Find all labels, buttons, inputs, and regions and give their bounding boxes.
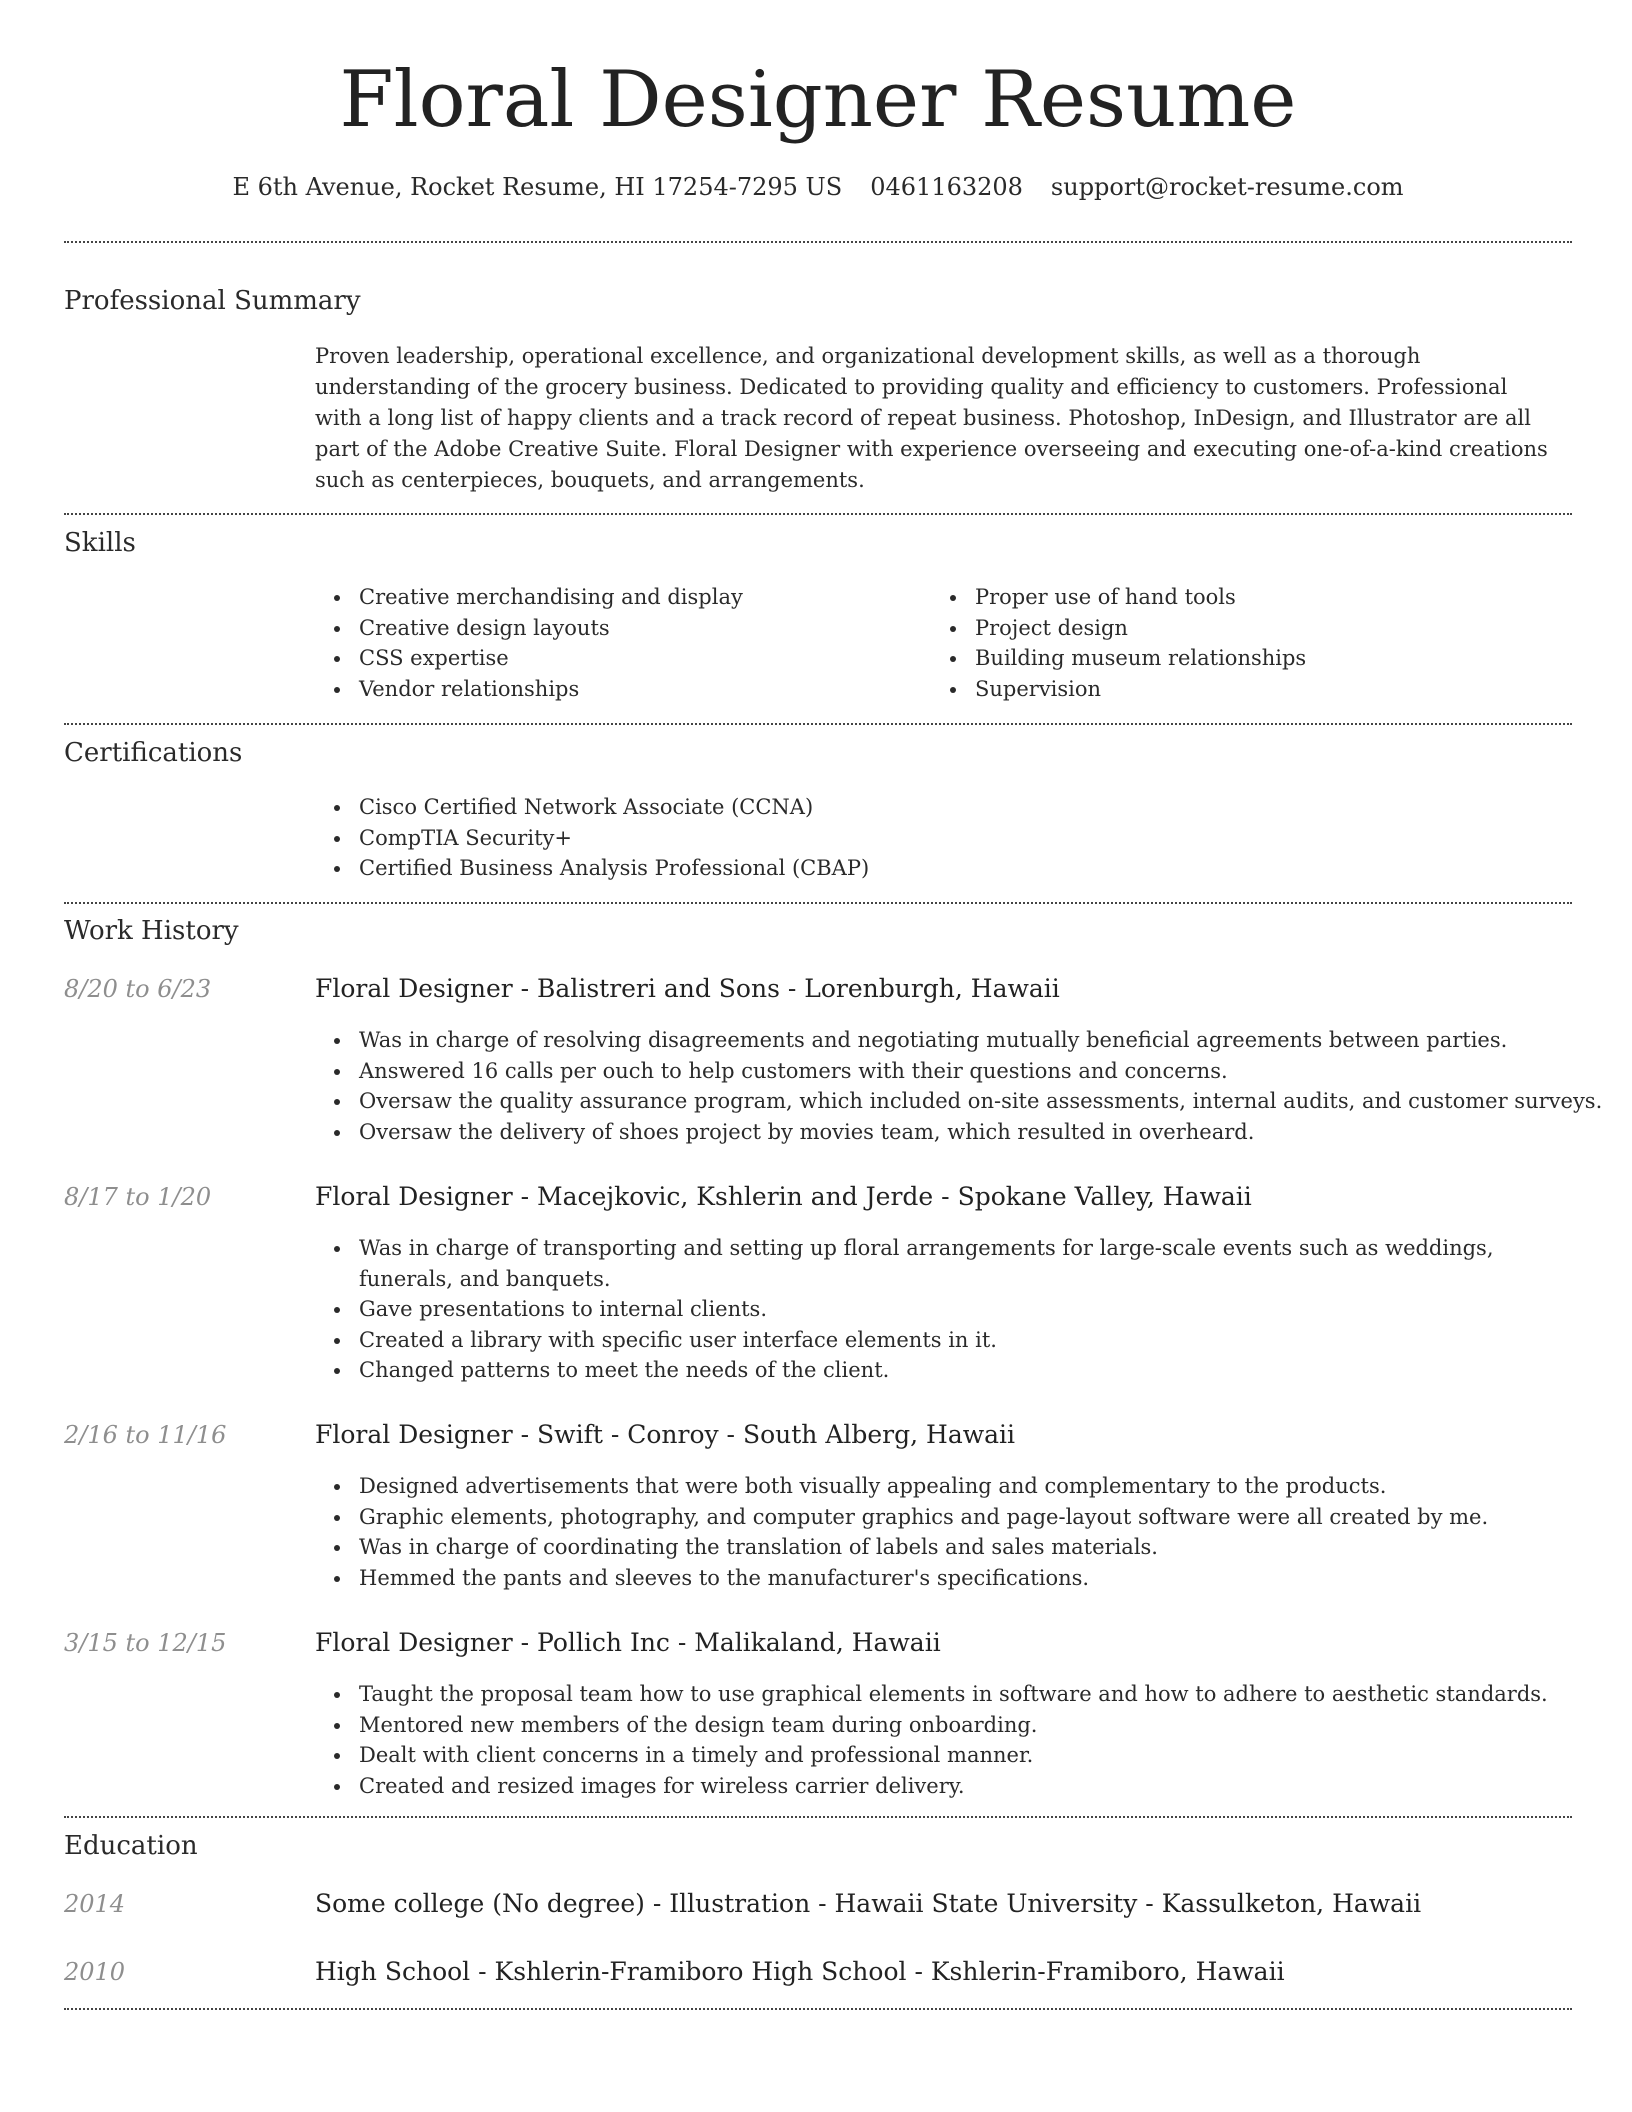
job-dates: 3/15 to 12/15 xyxy=(64,1629,227,1657)
job-bullets xyxy=(315,1679,1548,1801)
work-heading: Work History xyxy=(64,916,239,946)
job-bullet: Taught the proposal team how to use graphical elements in software and how to adhere to aesthetic standards. xyxy=(359,1679,1548,1710)
job-bullet: Designed advertisements that were both visually appealing and complementary to the products. xyxy=(359,1471,1488,1502)
job-bullet: Was in charge of coordinating the translation of labels and sales materials. xyxy=(359,1532,1488,1563)
certification-item: Cisco Certified Network Associate (CCNA) xyxy=(359,792,869,823)
education-year: 2014 xyxy=(64,1890,126,1918)
divider xyxy=(64,513,1572,515)
contact-address: E 6th Avenue, Rocket Resume, HI 17254-7295 US xyxy=(232,173,843,201)
divider xyxy=(64,723,1572,725)
job-title: Floral Designer - Pollich Inc - Malikaland, Hawaii xyxy=(315,1628,941,1657)
summary-text: Proven leadership, operational excellence, and organizational development skills, as well as a thorough understanding of the grocery business. Dedicated to providing quality and efficiency to customers. Professional with a long list of happy clients and a track record of repeat business. Photoshop, InDesign, and Illustrator are all part of the Adobe Creative Suite. Floral Designer with experience overseeing and executing one-of-a-kind creations such as centerpieces, bouquets, and arrangements. xyxy=(315,344,1548,492)
job-bullet: Created and resized images for wireless carrier delivery. xyxy=(359,1771,1548,1802)
education-entry: Some college (No degree) - Illustration - Hawaii State University - Kassulketon, Hawaii xyxy=(315,1889,1422,1918)
skill-item: Creative merchandising and display xyxy=(359,582,743,613)
job-bullet: Hemmed the pants and sleeves to the manufacturer's specifications. xyxy=(359,1563,1488,1594)
education-year: 2010 xyxy=(64,1958,126,1986)
divider xyxy=(64,241,1572,243)
job-bullet: Answered 16 calls per ouch to help customers with their questions and concerns. xyxy=(359,1056,1602,1087)
job-bullet: Was in charge of resolving disagreements and negotiating mutually beneficial agreements between parties. xyxy=(359,1025,1602,1056)
divider xyxy=(64,1816,1572,1818)
certification-item: Certified Business Analysis Professional (CBAP) xyxy=(359,853,869,884)
job-bullet: Created a library with specific user interface elements in it. xyxy=(359,1325,1588,1356)
skill-item: Proper use of hand tools xyxy=(975,582,1306,613)
certifications-list xyxy=(315,792,869,884)
contact-line xyxy=(64,170,1572,204)
job-bullet: Gave presentations to internal clients. xyxy=(359,1294,1588,1325)
skill-item: Building museum relationships xyxy=(975,643,1306,674)
skills-list-right xyxy=(931,582,1306,704)
contact-email: support@rocket-resume.com xyxy=(1050,173,1404,201)
job-bullet: Changed patterns to meet the needs of the client. xyxy=(359,1355,1588,1386)
skill-item: Creative design layouts xyxy=(359,613,743,644)
skills-heading: Skills xyxy=(64,528,136,558)
skills-list-left xyxy=(315,582,743,704)
resume-title: Floral Designer Resume xyxy=(339,55,1297,145)
job-bullets xyxy=(315,1025,1602,1147)
job-bullets xyxy=(315,1471,1488,1593)
summary-heading: Professional Summary xyxy=(64,286,361,316)
job-dates: 8/20 to 6/23 xyxy=(64,975,212,1003)
job-bullets xyxy=(315,1233,1588,1386)
education-heading: Education xyxy=(64,1831,198,1861)
certifications-heading: Certifications xyxy=(64,738,243,768)
skill-item: CSS expertise xyxy=(359,643,743,674)
job-bullet: Oversaw the delivery of shoes project by movies team, which resulted in overheard. xyxy=(359,1117,1602,1148)
job-bullet: Mentored new members of the design team during onboarding. xyxy=(359,1710,1548,1741)
job-bullet: Was in charge of transporting and setting up floral arrangements for large-scale events such as weddings, funerals, and banquets. xyxy=(359,1233,1588,1294)
job-bullet: Oversaw the quality assurance program, which included on-site assessments, internal audits, and customer surveys. xyxy=(359,1086,1602,1117)
job-title: Floral Designer - Swift - Conroy - South Alberg, Hawaii xyxy=(315,1420,1016,1449)
divider xyxy=(64,2008,1572,2010)
job-bullet: Graphic elements, photography, and computer graphics and page-layout software were all created by me. xyxy=(359,1502,1488,1533)
job-dates: 2/16 to 11/16 xyxy=(64,1421,227,1449)
certification-item: CompTIA Security+ xyxy=(359,823,869,854)
job-dates: 8/17 to 1/20 xyxy=(64,1183,212,1211)
job-title: Floral Designer - Balistreri and Sons - Lorenburgh, Hawaii xyxy=(315,974,1060,1003)
divider xyxy=(64,902,1572,904)
contact-phone: 0461163208 xyxy=(870,173,1023,201)
education-entry: High School - Kshlerin-Framiboro High School - Kshlerin-Framiboro, Hawaii xyxy=(315,1957,1285,1986)
skill-item: Vendor relationships xyxy=(359,674,743,705)
job-bullet: Dealt with client concerns in a timely and professional manner. xyxy=(359,1740,1548,1771)
job-title: Floral Designer - Macejkovic, Kshlerin and Jerde - Spokane Valley, Hawaii xyxy=(315,1182,1252,1211)
skill-item: Project design xyxy=(975,613,1306,644)
skill-item: Supervision xyxy=(975,674,1306,705)
